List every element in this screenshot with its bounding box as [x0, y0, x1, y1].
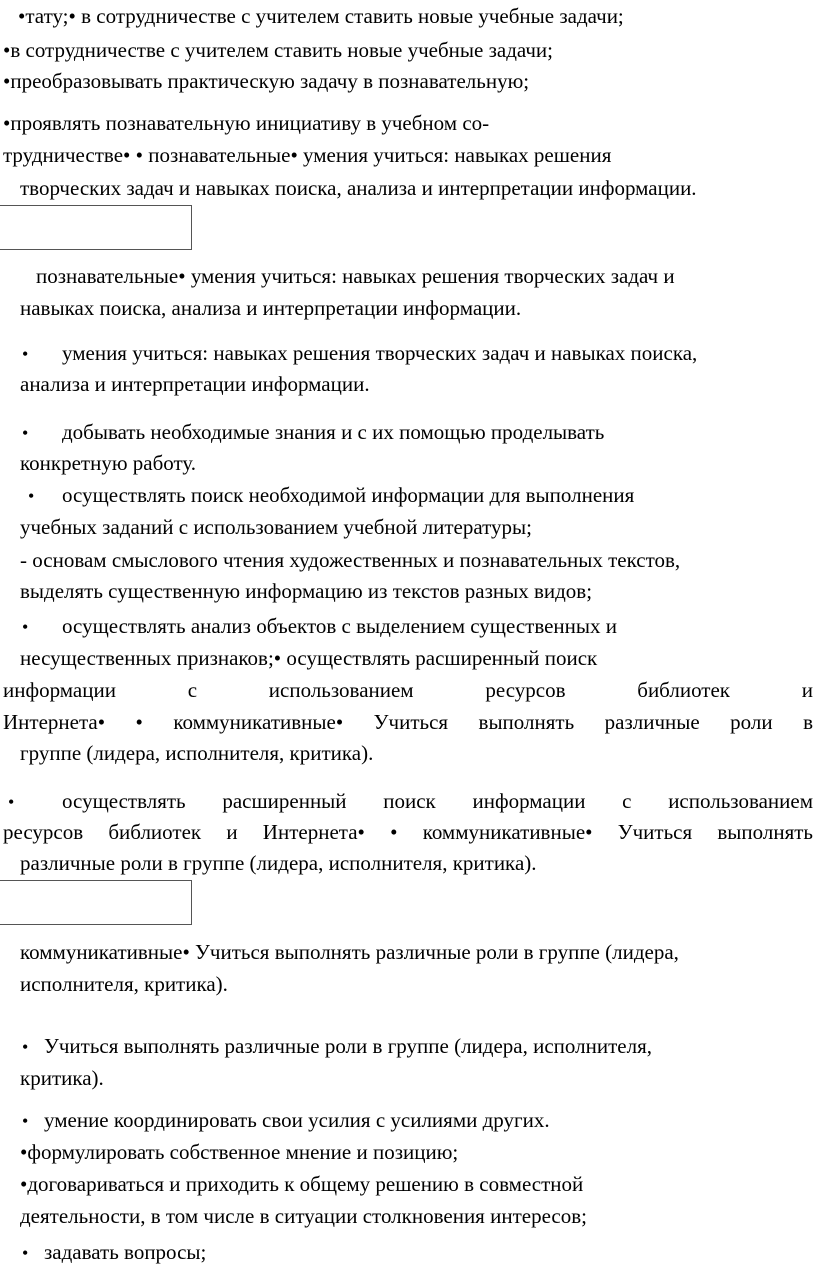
- text-line: •в сотрудничестве с учителем ставить новые учебные задачи;: [3, 38, 553, 62]
- empty-cell: [0, 205, 192, 250]
- text-line: •преобразовывать практическую задачу в познавательную;: [3, 69, 530, 93]
- text-line: трудничестве• • познавательные• умения учиться: навыках решения: [3, 143, 612, 167]
- bullet: •: [22, 1037, 29, 1057]
- text-line: конкретную работу.: [20, 451, 197, 475]
- text-line: осуществлять поиск необходимой информации для выполнения: [62, 483, 635, 507]
- bullet: •: [22, 617, 29, 637]
- text-line: умение координировать свои усилия с усилиями других.: [44, 1108, 550, 1132]
- text-line: различные роли в группе (лидера, исполнителя, критика).: [20, 851, 537, 875]
- text-line: Учиться выполнять различные роли в группе (лидера, исполнителя,: [44, 1034, 652, 1058]
- text-line: - основам смыслового чтения художественных и познавательных текстов,: [20, 548, 681, 572]
- text-line: исполнителя, критика).: [20, 972, 228, 996]
- text-line: навыках поиска, анализа и интерпретации информации.: [20, 296, 522, 320]
- text-line: •договариваться и приходить к общему решению в совместной: [20, 1172, 584, 1196]
- text-line: осуществлять расширенный поиск информации с использованием: [62, 789, 813, 813]
- bullet: •: [22, 423, 29, 443]
- bullet: •: [28, 486, 35, 506]
- text-line: анализа и интерпретации информации.: [20, 372, 370, 396]
- text-line: информации с использованием ресурсов библиотек и: [3, 678, 813, 702]
- bullet: •: [22, 1111, 29, 1131]
- text-line: критика).: [20, 1066, 104, 1090]
- bullet: •: [22, 344, 29, 364]
- bullet: •: [8, 792, 15, 812]
- text-line: •формулировать собственное мнение и позицию;: [20, 1140, 459, 1164]
- text-line: задавать вопросы;: [44, 1240, 207, 1264]
- text-line: коммуникативные• Учиться выполнять различные роли в группе (лидера,: [20, 940, 679, 964]
- text-line: Интернета• • коммуникативные• Учиться выполнять различные роли в: [3, 710, 813, 734]
- bullet: •: [22, 1243, 29, 1263]
- text-line: деятельности, в том числе в ситуации столкновения интересов;: [20, 1204, 587, 1228]
- text-line: осуществлять анализ объектов с выделением существенных и: [62, 614, 618, 638]
- text-line: группе (лидера, исполнителя, критика).: [20, 741, 374, 765]
- text-line: выделять существенную информацию из текстов разных видов;: [20, 579, 593, 603]
- text-line: •проявлять познавательную инициативу в учебном со-: [3, 111, 490, 135]
- empty-cell: [0, 880, 192, 925]
- text-line: •тату;• в сотрудничестве с учителем ставить новые учебные задачи;: [18, 4, 624, 28]
- text-line: несущественных признаков;• осуществлять расширенный поиск: [20, 646, 598, 670]
- text-line: добывать необходимые знания и с их помощью проделывать: [62, 420, 605, 444]
- text-line: ресурсов библиотек и Интернета• • коммуникативные• Учиться выполнять: [3, 820, 813, 844]
- text-line: учебных заданий с использованием учебной литературы;: [20, 515, 532, 539]
- text-line: умения учиться: навыках решения творческих задач и навыках поиска,: [62, 341, 698, 365]
- text-line: творческих задач и навыках поиска, анализа и интерпретации информации.: [20, 176, 697, 200]
- text-line: познавательные• умения учиться: навыках решения творческих задач и: [36, 264, 675, 288]
